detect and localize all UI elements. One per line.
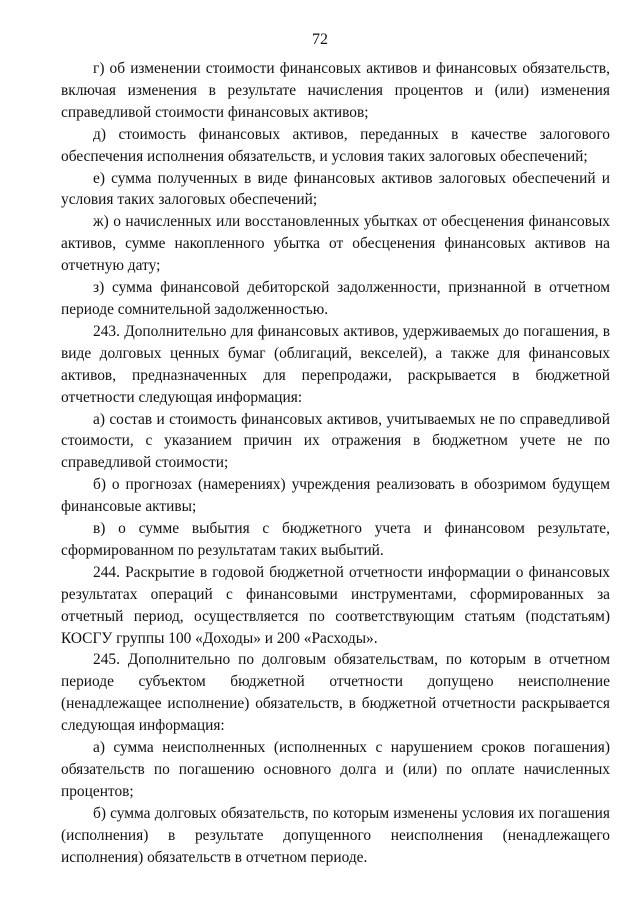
paragraph-244: 244. Раскрытие в годовой бюджетной отчетности информации о финансовых результатах операций с финансовыми инструментами, сформированных за отчетный период, осуществляется по соответствующим статьям (подстатьям) КОСГУ группы 100 «Доходы» и 200 «Расходы». bbox=[61, 563, 610, 647]
paragraph-item-z: з) сумма финансовой дебиторской задолженности, признанной в отчетном периоде сомнительной задолженностью. bbox=[61, 279, 610, 318]
paragraph-245-item-a: а) сумма неисполненных (исполненных с нарушением сроков погашения) обязательств по погашению основного долга и (или) по оплате начисленных процентов; bbox=[61, 739, 610, 800]
paragraph-243-item-v: в) о сумме выбытия с бюджетного учета и финансовом результате, сформированном по результатам таких выбытий. bbox=[61, 520, 610, 559]
paragraph-item-g: г) об изменении стоимости финансовых активов и финансовых обязательств, включая изменения в результате начисления процентов и (или) изменения справедливой стоимости финансовых активов; bbox=[61, 60, 610, 121]
paragraph-item-zh: ж) о начисленных или восстановленных убытках от обесценения финансовых активов, сумме накопленного убытка от обесценения финансовых активов на отчетную дату; bbox=[61, 213, 610, 275]
paragraph-245: 245. Дополнительно по долговым обязательствам, по которым в отчетном периоде субъектом бюджетной отчетности допущено неисполнение (ненадлежащее исполнение) обязательств, в бюджетной отчетности раскрывается следующая информация: bbox=[61, 651, 610, 735]
page-number: 72 bbox=[312, 31, 328, 48]
paragraph-243: 243. Дополнительно для финансовых активов, удерживаемых до погашения, в виде долговых ценных бумаг (облигаций, векселей), а также для финансовых активов, предназначенных для перепродажи, раскрывается в бюджетной отчетности следующая информация: bbox=[61, 322, 610, 406]
paragraph-243-item-a: а) состав и стоимость финансовых активов, учитываемых не по справедливой стоимости, с указанием причин их отражения в бюджетном учете не по справедливой стоимости; bbox=[61, 410, 610, 472]
paragraph-243-item-b: б) о прогнозах (намерениях) учреждения реализовать в обозримом будущем финансовые активы; bbox=[61, 476, 610, 516]
paragraph-item-e: е) сумма полученных в виде финансовых активов залоговых обеспечений и условия таких залоговых обеспечений; bbox=[61, 169, 610, 209]
paragraph-item-d: д) стоимость финансовых активов, переданных в качестве залогового обеспечения исполнения обязательств, и условия таких залоговых обеспечений; bbox=[61, 125, 610, 165]
body-text bbox=[61, 58, 610, 869]
paragraph-245-item-b: б) сумма долговых обязательств, по которым изменены условия их погашения (исполнения) в результате допущенного неисполнения (ненадлежащего исполнения) обязательств в отчетном периоде. bbox=[61, 804, 610, 866]
